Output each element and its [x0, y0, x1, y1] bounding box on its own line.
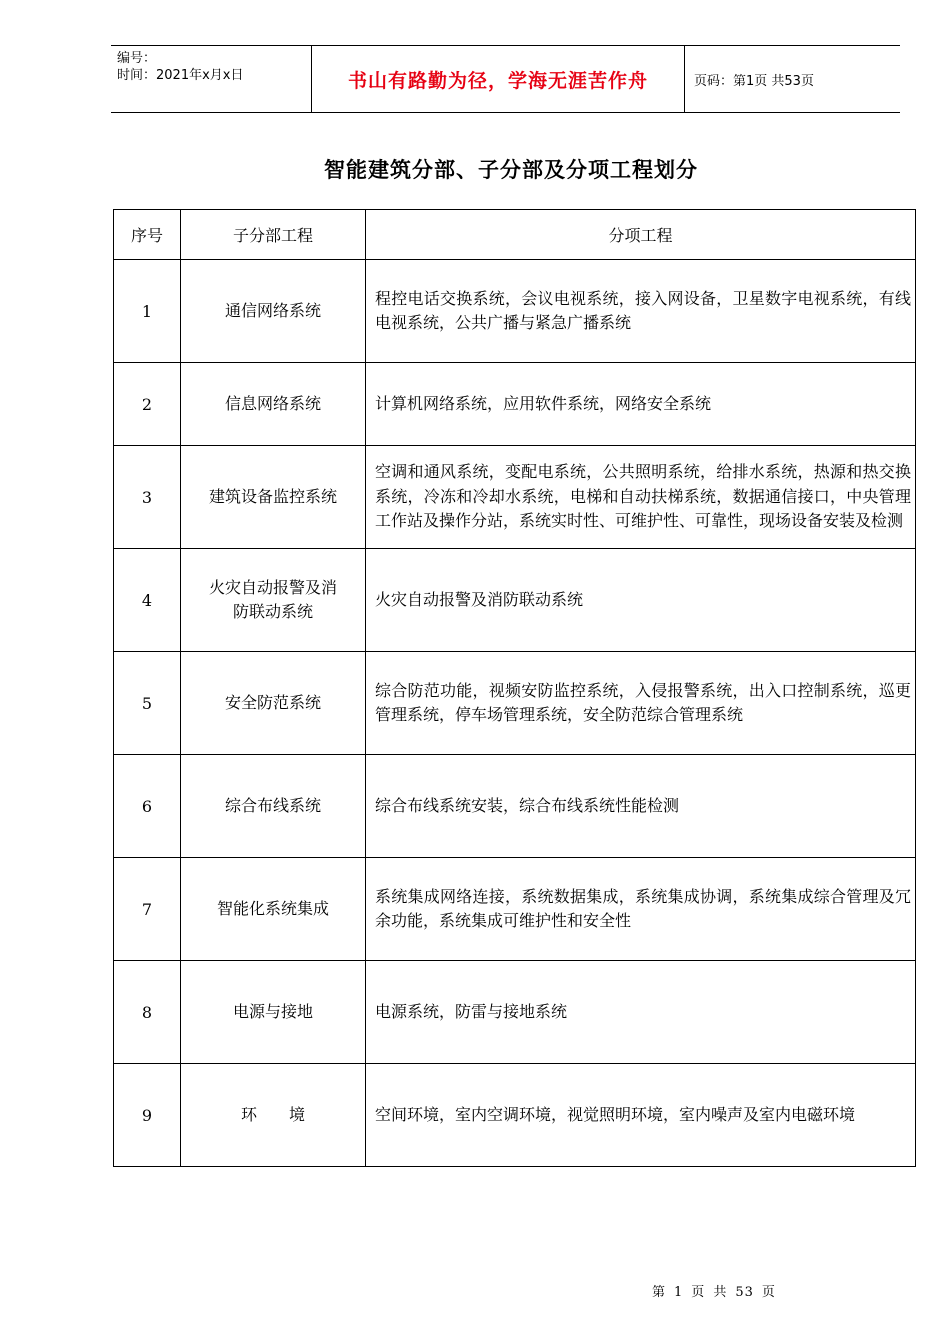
table-row [114, 549, 916, 652]
row-subdivision: 智能化系统集成 [181, 858, 366, 961]
motto: 书山有路勤为径，学海无涯苦作舟 [311, 46, 685, 112]
document-title: 智能建筑分部、子分部及分项工程划分 [324, 158, 698, 182]
column-header-subdivision: 子分部工程 [181, 210, 366, 260]
row-index: 3 [114, 446, 181, 549]
row-index: 4 [114, 549, 181, 652]
row-index: 8 [114, 961, 181, 1064]
row-subdivision: 电源与接地 [181, 961, 366, 1064]
table-row [114, 1064, 916, 1167]
time-label: 时间：2021年x月x日 [117, 68, 244, 83]
row-index: 9 [114, 1064, 181, 1167]
row-subdivision: 建筑设备监控系统 [181, 446, 366, 549]
row-items: 火灾自动报警及消防联动系统 [366, 549, 916, 652]
row-items: 综合防范功能，视频安防监控系统，入侵报警系统，出入口控制系统，巡更管理系统，停车场管理系统，安全防范综合管理系统 [366, 652, 916, 755]
column-header-items: 分项工程 [366, 210, 916, 260]
row-items: 空间环境，室内空调环境，视觉照明环境，室内噪声及室内电磁环境 [366, 1064, 916, 1167]
table-row [114, 363, 916, 446]
row-items: 系统集成网络连接，系统数据集成，系统集成协调，系统集成综合管理及冗余功能，系统集成可维护性和安全性 [366, 858, 916, 961]
row-index: 5 [114, 652, 181, 755]
row-subdivision: 火灾自动报警及消防联动系统 [181, 549, 366, 652]
footer-page-number: 1 [674, 1285, 684, 1300]
footer-total-label: 共 [713, 1285, 728, 1300]
row-subdivision: 安全防范系统 [181, 652, 366, 755]
table-header-row [114, 210, 916, 260]
row-items: 程控电话交换系统，会议电视系统，接入网设备，卫星数字电视系统，有线电视系统，公共广播与紧急广播系统 [366, 260, 916, 363]
table-row [114, 961, 916, 1064]
table-row [114, 446, 916, 549]
footer-page-label: 第 [652, 1285, 667, 1300]
row-items: 空调和通风系统，变配电系统，公共照明系统，给排水系统，热源和热交换系统，冷冻和冷却水系统，电梯和自动扶梯系统，数据通信接口，中央管理工作站及操作分站，系统实时性、可维护性、可靠性，现场设备安装及检测 [366, 446, 916, 549]
page-header [111, 45, 900, 113]
footer-total-pages: 53 [735, 1285, 754, 1300]
footer-total-unit: 页 [761, 1285, 776, 1300]
row-subdivision: 环 境 [181, 1064, 366, 1167]
row-index: 2 [114, 363, 181, 446]
page-info: 页码：第1页 共53页 [694, 73, 814, 89]
row-items: 电源系统，防雷与接地系统 [366, 961, 916, 1064]
footer-page-unit: 页 [691, 1285, 706, 1300]
row-index: 1 [114, 260, 181, 363]
row-subdivision: 通信网络系统 [181, 260, 366, 363]
column-header-index: 序号 [114, 210, 181, 260]
row-items: 计算机网络系统，应用软件系统，网络安全系统 [366, 363, 916, 446]
page-footer [652, 1281, 784, 1300]
table-row [114, 260, 916, 363]
row-subdivision: 综合布线系统 [181, 755, 366, 858]
table-row [114, 858, 916, 961]
row-index: 7 [114, 858, 181, 961]
row-index: 6 [114, 755, 181, 858]
header-meta [111, 46, 311, 112]
division-table [113, 209, 916, 1167]
table-row [114, 755, 916, 858]
number-label: 编号： [117, 51, 157, 66]
row-subdivision: 信息网络系统 [181, 363, 366, 446]
row-items: 综合布线系统安装，综合布线系统性能检测 [366, 755, 916, 858]
table-row [114, 652, 916, 755]
